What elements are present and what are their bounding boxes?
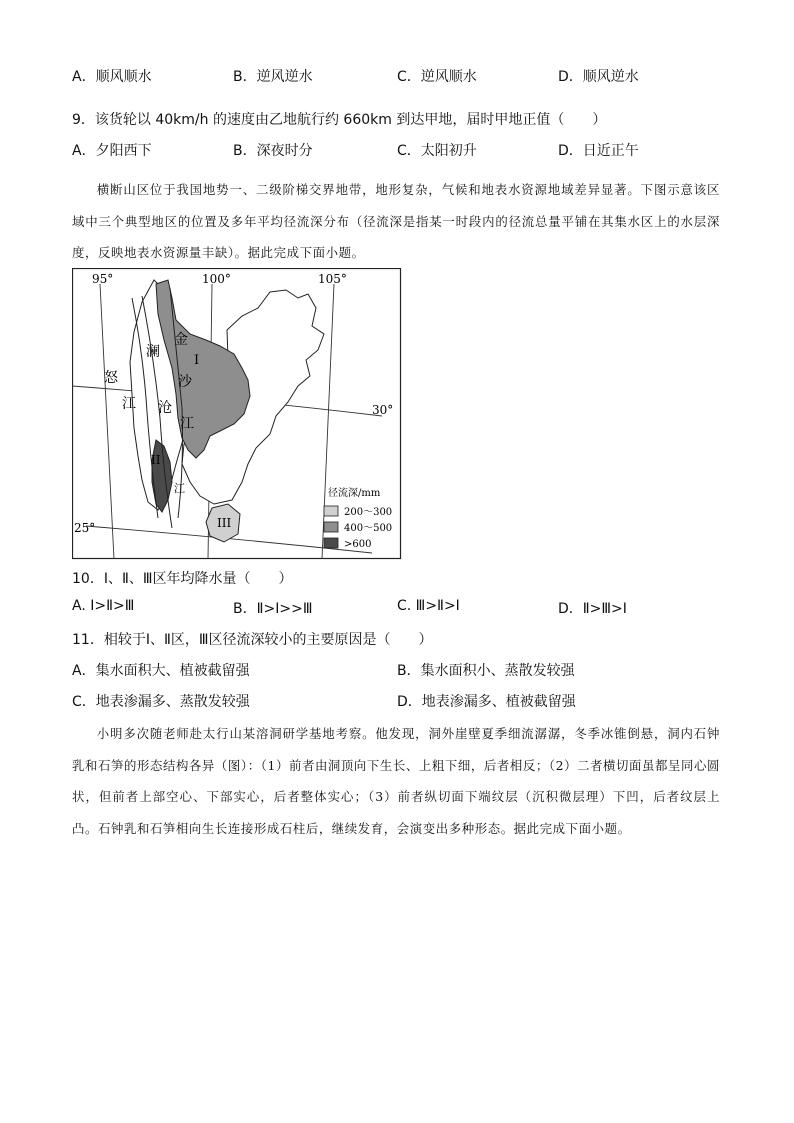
river-jinsha-3: 江 [180, 416, 194, 432]
q8-option-c: C．逆风顺水 [397, 69, 477, 85]
legend-swatch-3 [324, 538, 338, 548]
lat-label-30: 30° [372, 403, 394, 417]
region-label-ii: II [151, 453, 161, 467]
passage-taihang-cave: 小明多次随老师赴太行山某溶洞研学基地考察。他发现，洞外崖壁夏季细流潺潺，冬季冰锥倒悬，洞内石钟乳和石笋的形态结构各异（图）：（1）前者由洞顶向下生长、上粗下细，后者相反；（2）二者横切面虽都呈同心圆状，但前者上部空心、下部实心，后者整体实心；（3）前者纵切面下端纹层（沉积微层理）下凹，后者纹层上凸。石钟乳和石笋相向生长连接形成石柱后，继续发育，会演变出多种形态。据此完成下面小题。 [72, 726, 720, 836]
q10-option-b: B．Ⅱ>Ⅰ>>Ⅲ [233, 601, 313, 617]
river-lancang-2: 沧 [158, 400, 172, 416]
region-label-i: I [194, 353, 200, 368]
q10-option-c: C. Ⅲ>Ⅱ>Ⅰ [397, 598, 460, 614]
region-label-iii: III [217, 516, 232, 530]
lon-label-105: 105° [318, 272, 347, 286]
q11-option-b: B．集水面积小、蒸散发较强 [397, 663, 575, 679]
legend-label-3: >600 [344, 539, 372, 550]
q9-stem: 9．该货轮以 40km/h 的速度由乙地航行约 660km 到达甲地，届时甲地正值（ ） [72, 112, 607, 128]
q11-option-a: A．集水面积大、植被截留强 [72, 663, 250, 679]
lon-label-100: 100° [202, 272, 231, 286]
q10-option-d: D．Ⅱ>Ⅲ>Ⅰ [558, 601, 627, 617]
river-nu-2: 江 [122, 396, 136, 412]
river-jinsha-1: 金 [174, 332, 188, 348]
river-nu-1: 怒 [104, 370, 118, 386]
q9-option-d: D．日近正午 [558, 143, 639, 159]
legend-swatch-2 [324, 522, 338, 532]
q10-stem: 10．Ⅰ、Ⅱ、Ⅲ区年均降水量（ ） [72, 571, 293, 587]
lat-label-25: 25° [74, 521, 96, 535]
river-jinsha-2: 沙 [178, 374, 192, 390]
q10-option-a: A. Ⅰ>Ⅱ>Ⅲ [72, 598, 135, 614]
q11-option-d: D．地表渗漏多、植被截留强 [397, 694, 576, 710]
q11-option-c: C．地表渗漏多、蒸散发较强 [72, 694, 250, 710]
passage-hengduan: 横断山区位于我国地势一、二级阶梯交界地带，地形复杂，气候和地表水资源地域差异显著。下图示意该区域中三个典型地区的位置及多年平均径流深分布（径流深是指某一时段内的径流总量平铺在其集水区上的水层深度，反映地表水资源量丰缺）。据此完成下面小题。 [72, 182, 720, 260]
lon-label-95: 95° [92, 272, 114, 286]
q9-option-a: A．夕阳西下 [72, 143, 152, 159]
legend-swatch-1 [324, 506, 338, 516]
legend-label-2: 400～500 [344, 523, 393, 534]
q9-option-c: C．太阳初升 [397, 143, 477, 159]
q8-option-a: A．顺风顺水 [72, 69, 152, 85]
river-lancang-3: 江 [174, 482, 185, 495]
q9-option-b: B．深夜时分 [233, 143, 313, 159]
legend-label-1: 200～300 [344, 507, 393, 518]
q11-stem: 11．相较于Ⅰ、Ⅱ区，Ⅲ区径流深较小的主要原因是（ ） [72, 632, 433, 648]
q8-option-b: B．逆风逆水 [233, 69, 313, 85]
runoff-depth-map [72, 268, 402, 560]
river-lancang-1: 澜 [146, 344, 160, 360]
q8-option-d: D．顺风逆水 [558, 69, 639, 85]
legend-title: 径流深/mm [328, 488, 381, 499]
